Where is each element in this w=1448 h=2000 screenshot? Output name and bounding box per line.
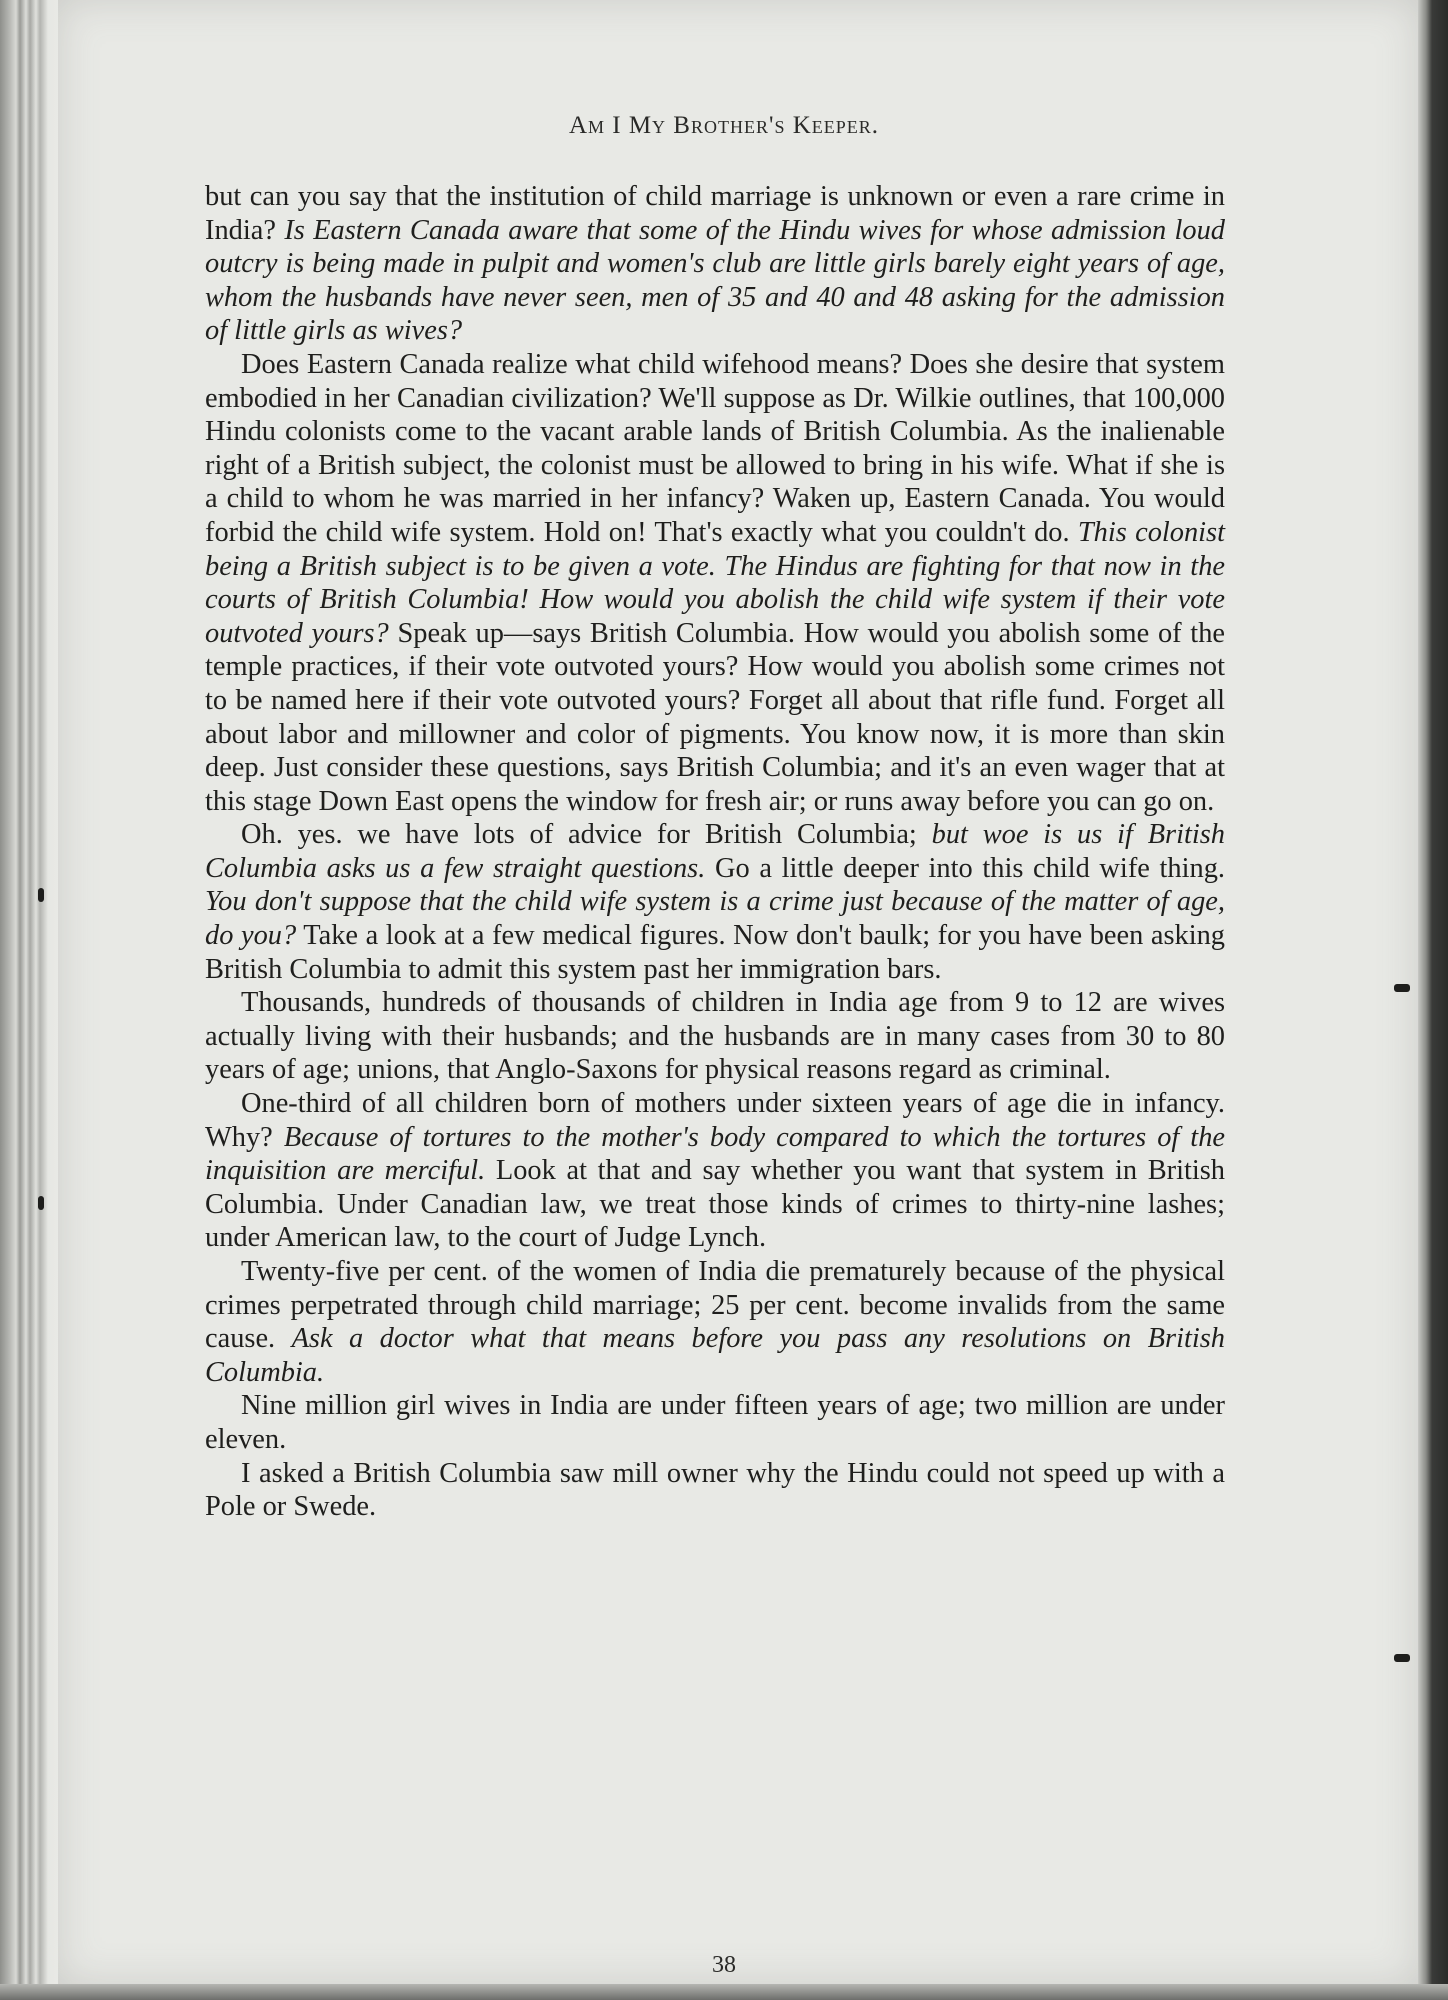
text-run: One-third of all children born of mothers under sixteen years of age die in infancy. Why?: [205, 1088, 1225, 1153]
text-run: Oh. yes. we have lots of advice for British Columbia;: [241, 819, 932, 851]
book-spine-edge: [0, 0, 60, 2000]
text-run: I asked a British Columbia saw mill owner why the Hindu could not speed up with a Pole or Swede.: [205, 1457, 1225, 1523]
italic-run: Ask a doctor what that means before you pass any resolutions on British Columbia.: [205, 1323, 1225, 1388]
paragraph: [205, 1087, 1225, 1255]
running-head: Am I My Brother's Keeper.: [568, 112, 880, 139]
paragraph: [205, 180, 1225, 348]
text-run: Go a little deeper into this child wife thing.: [705, 852, 1225, 884]
text-run: Thousands, hundreds of thousands of children in India age from 9 to 12 are wives actually living with their husbands; and the husbands are in many cases from 30 to 80 years of age; unions, that Anglo-Saxons for physical reasons regard as criminal.: [205, 987, 1225, 1086]
paragraph: [205, 986, 1225, 1087]
paragraph: [205, 818, 1225, 986]
binding-clip-mark: [38, 1196, 44, 1210]
text-run: Nine million girl wives in India are under fifteen years of age; two million are under eleven.: [205, 1390, 1225, 1455]
text-run: Look at that and say whether you want that system in British Columbia. Under Canadian law, we treat those kinds of crimes to thirty-nine lashes; under American law, to the court of Judge Lynch.: [205, 1155, 1225, 1254]
binding-clip-mark: [1394, 984, 1410, 992]
italic-run: but woe is us if British Columbia asks us a few straight questions.: [205, 819, 1225, 884]
italic-run: This colonist being a British subject is to be given a vote. The Hindus are fighting for that now in the courts of British Columbia! How would you abolish the child wife system if their vote outvoted yours?: [205, 516, 1225, 649]
paragraph: [205, 1457, 1225, 1524]
paragraph: [205, 348, 1225, 818]
body-text: [205, 180, 1225, 1524]
text-run: Take a look at a few medical figures. Now don't baulk; for you have been asking British Columbia to admit this system past her immigration bars.: [205, 920, 1225, 985]
paragraph: [205, 1389, 1225, 1456]
paragraph: [205, 1255, 1225, 1389]
page-number: 38: [712, 1952, 736, 1978]
text-run: but can you say that the institution of child marriage is unknown or even a rare crime in India?: [205, 181, 1225, 246]
binding-clip-mark: [38, 888, 44, 902]
text-run: Twenty-five per cent. of the women of India die prematurely because of the physical crimes perpetrated through child marriage; 25 per cent. become invalids from the same cause.: [205, 1256, 1225, 1355]
text-run: Speak up—says British Columbia. How would you abolish some of the temple practices, if their vote outvoted yours? How would you abolish some crimes not to be named here if their vote outvoted yours? Forget all about that rifle fund. Forget all about labor and millowner and color of pigments. You know now, it is more than skin deep. Just consider these questions, says British Columbia; and it's an even wager that at this stage Down East opens the window for fresh air; or runs away before you can go on.: [205, 617, 1225, 817]
text-run: Does Eastern Canada realize what child wifehood means? Does she desire that system embodied in her Canadian civilization? We'll suppose as Dr. Wilkie outlines, that 100,000 Hindu colonists come to the vacant arable lands of British Columbia. As the inalienable right of a British subject, the colonist must be allowed to bring in his wife. What if she is a child to whom he was married in her infancy? Waken up, Eastern Canada. You would forbid the child wife system. Hold on! That's exactly what you couldn't do.: [205, 348, 1225, 548]
italic-run: Is Eastern Canada aware that some of the Hindu wives for whose admission loud outcry is being made in pulpit and women's club are little girls barely eight years of age, whom the husbands have never seen, men of 35 and 40 and 48 asking for the admission of little girls as wives?: [205, 214, 1225, 347]
page-bottom-edge: [0, 1984, 1448, 2000]
page-right-edge: [1418, 0, 1448, 2000]
italic-run: Because of tortures to the mother's body compared to which the tortures of the inquisition are merciful.: [205, 1121, 1225, 1187]
italic-run: You don't suppose that the child wife system is a crime just because of the matter of age, do you?: [205, 886, 1225, 952]
binding-clip-mark: [1394, 1654, 1410, 1662]
